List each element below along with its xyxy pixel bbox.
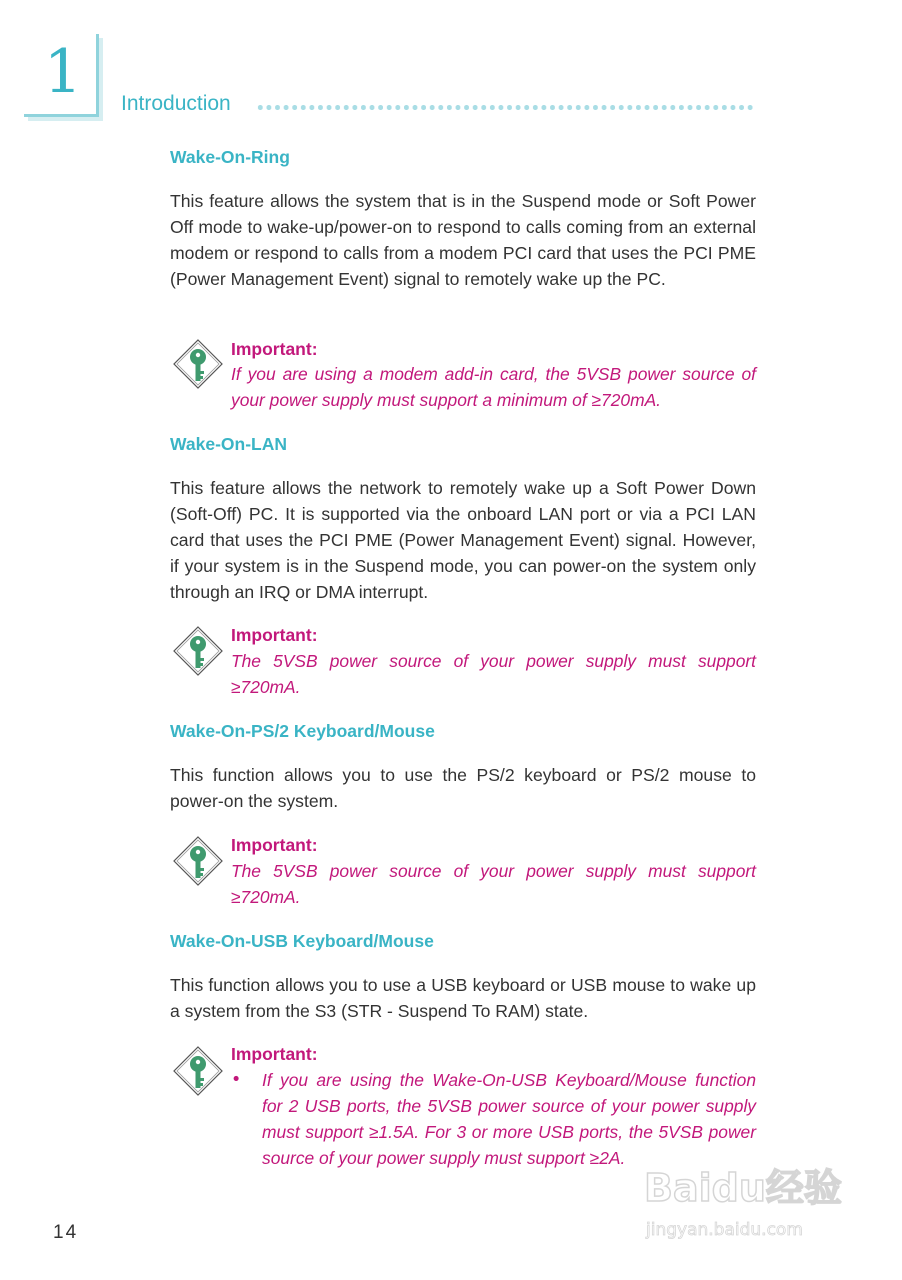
section-heading-wake-on-ps2: Wake-On-PS/2 Keyboard/Mouse bbox=[170, 721, 435, 741]
section-body-wake-on-usb: This function allows you to use a USB keyboard or USB mouse to wake up a system from the S3 (STR - Suspend To RAM) state. bbox=[170, 975, 756, 1021]
important-label: Important: bbox=[231, 1044, 318, 1064]
section-body-wake-on-ring: This feature allows the system that is in the Suspend mode or Soft Power Off mode to wake-up/power-on to respond to calls coming from an external modem or respond to calls from a modem PCI card that uses the PCI PME (Power Management Event) signal to remotely wake up the PC. bbox=[170, 191, 756, 289]
section-heading-wake-on-usb: Wake-On-USB Keyboard/Mouse bbox=[170, 931, 434, 951]
section-body-wake-on-lan: This feature allows the network to remotely wake up a Soft Power Down (Soft-Off) PC. It is supported via the onboard LAN port or via a PCI LAN card that uses the PCI PME (Power Management Event) signal. However, if your system is in the Suspend mode, you can power-on the system only through an IRQ or DMA interrupt. bbox=[170, 478, 756, 602]
important-label: Important: bbox=[231, 339, 318, 359]
key-icon bbox=[172, 1045, 224, 1097]
baidu-watermark-logo bbox=[640, 1145, 860, 1245]
watermark-url: jingyan.baidu.com bbox=[646, 1220, 803, 1240]
watermark-brand: Baidu经验 bbox=[644, 1166, 842, 1210]
bullet-marker: • bbox=[231, 1070, 242, 1090]
important-note: If you are using the Wake-On-USB Keyboard/Mouse function for 2 USB ports, the 5VSB power source of your power supply must support ≥1.5A. For 3 or more USB ports, the 5VSB power source of your power supply must support ≥2A. bbox=[262, 1070, 756, 1168]
important-note: The 5VSB power source of your power supply must support ≥720mA. bbox=[231, 861, 756, 907]
title-dotted-rule bbox=[256, 103, 756, 112]
important-note: If you are using a modem add-in card, the 5VSB power source of your power supply must support a minimum of ≥720mA. bbox=[231, 364, 756, 410]
chapter-number: 1 bbox=[43, 37, 83, 107]
section-heading-wake-on-lan: Wake-On-LAN bbox=[170, 434, 287, 454]
important-note: The 5VSB power source of your power supply must support ≥720mA. bbox=[231, 651, 756, 697]
key-icon bbox=[172, 625, 224, 677]
key-icon bbox=[172, 835, 224, 887]
important-label: Important: bbox=[231, 835, 318, 855]
section-body-wake-on-ps2: This function allows you to use the PS/2 keyboard or PS/2 mouse to power-on the system. bbox=[170, 765, 756, 811]
section-heading-wake-on-ring: Wake-On-Ring bbox=[170, 147, 290, 167]
important-label: Important: bbox=[231, 625, 318, 645]
chapter-title: Introduction bbox=[121, 92, 231, 115]
key-icon bbox=[172, 338, 224, 390]
page-number: 14 bbox=[53, 1222, 79, 1243]
